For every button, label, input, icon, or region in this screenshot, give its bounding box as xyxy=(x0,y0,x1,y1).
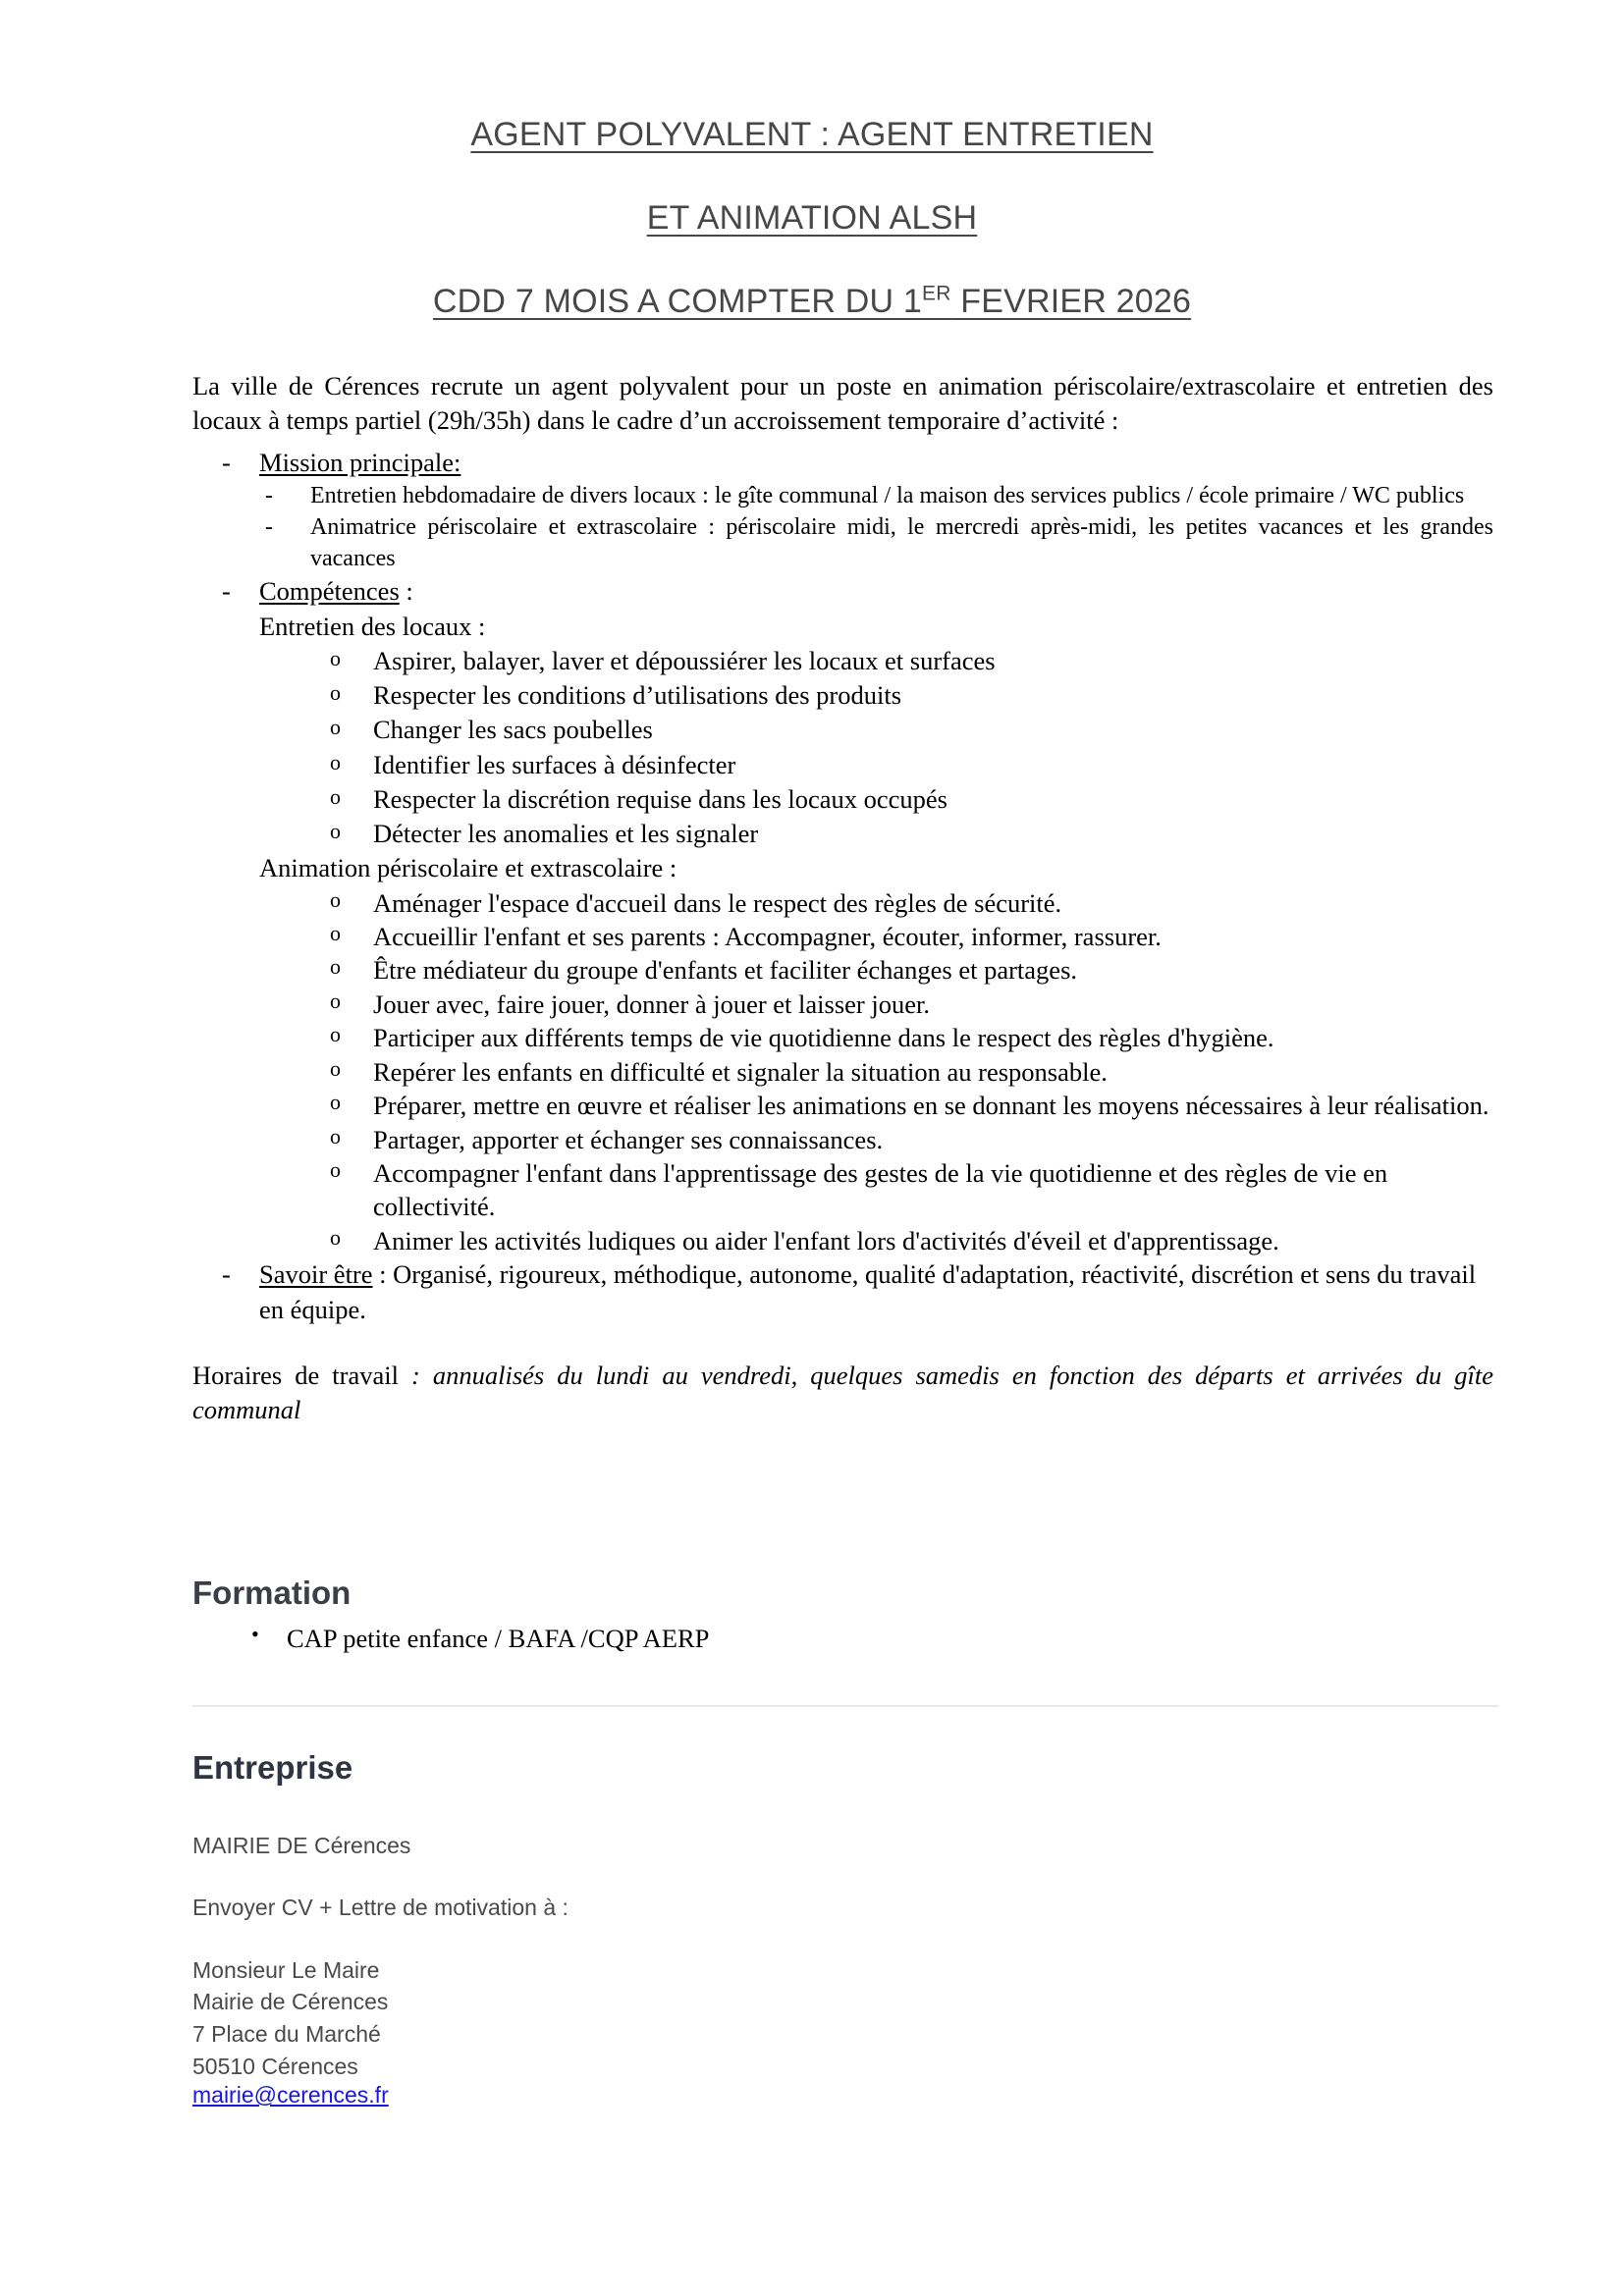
list-item-text: Jouer avec, faire jouer, donner à jouer et laisser jouer. xyxy=(373,988,930,1019)
circle-bullet-icon: o xyxy=(330,886,341,912)
horaires-text: : annualisés du lundi au vendredi, quelques samedis en fonction des départs et arrivées du gîte communal xyxy=(192,1360,1493,1425)
list-item xyxy=(259,782,1493,817)
list-item xyxy=(259,1224,1493,1257)
formation-item-text: CAP petite enfance / BAFA /CQP AERP xyxy=(287,1624,710,1653)
list-item xyxy=(259,644,1493,678)
list-item-text: Animer les activités ludiques ou aider l'enfant lors d'activités d'éveil et d'apprentissage. xyxy=(373,1225,1279,1255)
list-item-text: Accompagner l'enfant dans l'apprentissage des gestes de la vie quotidienne et des règles de vie en collectivité. xyxy=(373,1158,1388,1222)
circle-bullet-icon: o xyxy=(330,1090,341,1115)
list-item-text: Préparer, mettre en œuvre et réaliser les animations en se donnant les moyens nécessaires à leur réalisation. xyxy=(373,1091,1489,1121)
list-item xyxy=(259,1021,1493,1054)
circle-bullet-icon: o xyxy=(330,1022,341,1047)
section-savoir-etre xyxy=(192,1257,1493,1326)
competences-label-suffix: : xyxy=(399,576,413,607)
list-item xyxy=(259,713,1493,747)
section-divider xyxy=(192,1705,1498,1707)
entreprise-section xyxy=(192,1749,1498,2109)
circle-bullet-icon: o xyxy=(330,1224,341,1250)
list-item xyxy=(259,1089,1493,1122)
list-item-text: Repérer les enfants en difficulté et signaler la situation au responsable. xyxy=(373,1056,1108,1087)
circle-bullet-icon: o xyxy=(330,749,341,774)
list-item-text: Détecter les anomalies et les signaler xyxy=(373,819,759,849)
document-title-line-3-text xyxy=(433,283,1191,320)
company-name: MAIRIE DE Cérences xyxy=(192,1833,411,1858)
formation-list xyxy=(192,1622,1498,1656)
dash-marker: - xyxy=(265,482,273,508)
application-instruction: Envoyer CV + Lettre de motivation à : xyxy=(192,1895,568,1921)
document-title-line-1 xyxy=(0,116,1624,154)
circle-bullet-icon: o xyxy=(330,645,341,670)
circle-bullet-icon: o xyxy=(330,954,341,980)
circle-bullet-icon: o xyxy=(330,715,341,740)
list-item xyxy=(259,512,1493,575)
list-item xyxy=(259,988,1493,1021)
address-line: Mairie de Cérences xyxy=(192,1989,389,2015)
bullet-dot-icon: • xyxy=(251,1622,259,1646)
address-line: 7 Place du Marché xyxy=(192,2021,381,2047)
circle-bullet-icon: o xyxy=(330,1123,341,1148)
list-item xyxy=(259,920,1493,953)
mission-item-text: Entretien hebdomadaire de divers locaux : le gîte communal / la maison des services publics / école primaire / WC publics xyxy=(310,482,1465,508)
animation-heading: Animation périscolaire et extrascolaire : xyxy=(259,853,677,883)
document-title-line-1-text: AGENT POLYVALENT : AGENT ENTRETIEN xyxy=(470,116,1154,153)
formation-section xyxy=(192,1575,1498,1656)
competences-label: Compétences xyxy=(259,576,400,607)
section-competences xyxy=(192,574,1493,1257)
address-line: 50510 Cérences xyxy=(192,2053,358,2079)
main-sections-list xyxy=(192,446,1493,1326)
horaires-de-travail xyxy=(192,1359,1493,1427)
document-title-line-2-text: ET ANIMATION ALSH xyxy=(646,199,978,237)
list-item xyxy=(259,748,1493,782)
dash-marker: - xyxy=(222,576,231,607)
circle-bullet-icon: o xyxy=(330,1055,341,1081)
list-item xyxy=(259,1156,1493,1224)
document-title-line-3 xyxy=(0,283,1624,321)
contract-date-text: FEVRIER 2026 xyxy=(950,283,1192,320)
list-item-text: Identifier les surfaces à désinfecter xyxy=(373,749,736,779)
ordinal-superscript: ER xyxy=(922,282,951,305)
document-title-line-2 xyxy=(0,199,1624,238)
circle-bullet-icon: o xyxy=(330,988,341,1013)
list-item xyxy=(192,1622,1498,1656)
intro-paragraph: La ville de Cérences recrute un agent polyvalent pour un poste en animation périscolaire/extrascolaire et entretien des locaux à temps partiel (29h/35h) dans le cadre d’un accroissement temporaire d’activité : xyxy=(192,371,1493,436)
address-line: Monsieur Le Maire xyxy=(192,1956,380,1983)
circle-bullet-icon: o xyxy=(330,1157,341,1183)
list-item xyxy=(259,953,1493,987)
dash-marker: - xyxy=(265,513,273,540)
contract-duration-text: CDD 7 MOIS A COMPTER DU 1 xyxy=(432,283,922,320)
list-item xyxy=(259,678,1493,713)
entreprise-heading: Entreprise xyxy=(192,1749,353,1786)
list-item-text: Aménager l'espace d'accueil dans le respect des règles de sécurité. xyxy=(373,887,1062,918)
list-item xyxy=(259,1055,1493,1089)
postal-address xyxy=(192,1954,1498,2109)
entretien-locaux-list xyxy=(259,644,1493,851)
dash-marker: - xyxy=(222,1259,231,1290)
list-item xyxy=(259,1123,1493,1156)
savoir-etre-label: Savoir être xyxy=(259,1259,373,1290)
list-item-text: Aspirer, balayer, laver et dépoussiérer les locaux et surfaces xyxy=(373,645,996,675)
circle-bullet-icon: o xyxy=(330,680,341,706)
email-link[interactable]: mairie@cerences.fr xyxy=(192,2082,389,2109)
savoir-etre-text: : Organisé, rigoureux, méthodique, autonome, qualité d'adaptation, réactivité, discrétion et sens du travail en équipe. xyxy=(259,1259,1477,1324)
list-item xyxy=(259,481,1493,512)
list-item-text: Partager, apporter et échanger ses connaissances. xyxy=(373,1124,884,1154)
list-item-text: Être médiateur du groupe d'enfants et faciliter échanges et partages. xyxy=(373,955,1078,986)
list-item-text: Respecter les conditions d’utilisations des produits xyxy=(373,680,902,711)
list-item-text: Accueillir l'enfant et ses parents : Accompagner, écouter, informer, rassurer. xyxy=(373,921,1162,951)
mission-item-text: Animatrice périscolaire et extrascolaire : périscolaire midi, le mercredi après-midi, les petites vacances et les grandes vacances xyxy=(310,513,1493,571)
list-item xyxy=(259,817,1493,851)
formation-heading: Formation xyxy=(192,1575,352,1611)
mission-items-list xyxy=(259,481,1493,575)
circle-bullet-icon: o xyxy=(330,920,341,945)
mission-principale-label: Mission principale: xyxy=(259,448,461,478)
horaires-label: Horaires de travail xyxy=(192,1360,412,1390)
entretien-locaux-heading: Entretien des locaux : xyxy=(259,611,486,641)
list-item-text: Participer aux différents temps de vie quotidienne dans le respect des règles d'hygiène. xyxy=(373,1023,1274,1053)
list-item xyxy=(259,886,1493,920)
circle-bullet-icon: o xyxy=(330,819,341,844)
animation-list xyxy=(259,886,1493,1258)
list-item-text: Changer les sacs poubelles xyxy=(373,715,653,745)
section-mission-principale xyxy=(192,446,1493,574)
circle-bullet-icon: o xyxy=(330,783,341,809)
dash-marker: - xyxy=(222,448,231,478)
document-body xyxy=(192,369,1493,1427)
list-item-text: Respecter la discrétion requise dans les locaux occupés xyxy=(373,783,947,814)
